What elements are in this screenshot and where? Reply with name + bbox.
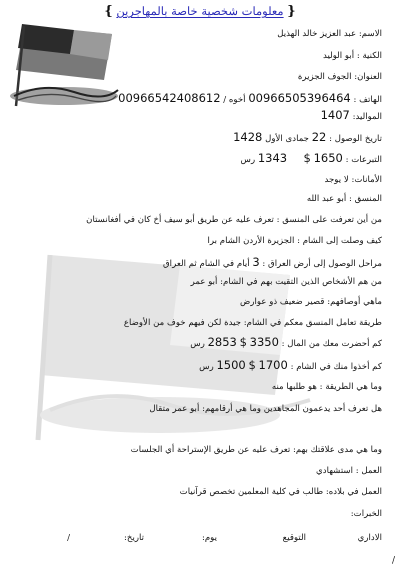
- deposits-line: الأمانات: لا يوجد: [324, 175, 382, 185]
- signature-row: [12, 533, 382, 547]
- birth-value: 1407: [320, 108, 350, 122]
- people-met-line: من هم الأشخاص الذين التقيت بهم في الشام: أبو عمر: [190, 277, 382, 287]
- birth-label: المواليد:: [352, 112, 382, 122]
- stages-line: [163, 256, 382, 270]
- money-brought-rs: 2853: [207, 335, 237, 349]
- phone-label: الهاتف :: [353, 95, 382, 105]
- address-line: العنوان: الجوف الجزيرة: [297, 72, 382, 82]
- recruiters-line: هل تعرف أحد يدعمون المجاهدين وما هي أرقامهم: أبو عمر متقال: [149, 404, 382, 414]
- money-brought-dollar-sign: $: [239, 335, 247, 349]
- admin-label: الاداري: [357, 533, 382, 543]
- phone-number-2: 00966542408612: [118, 91, 221, 105]
- arrival-year: 1428: [233, 130, 263, 144]
- arrival-day: 22: [311, 130, 327, 144]
- donations-dollar: 1650: [313, 151, 343, 165]
- work-home-line: العمل في بلاده: طالب في كلية المعلمين تخصص قرآنيات: [179, 487, 382, 497]
- logo-watermark-icon: [4, 20, 124, 108]
- relationship-line: وما هي مدى علاقتك بهم: تعرف عليه عن طريق الإستراحة أي الجلسات: [130, 445, 382, 455]
- signature-label: التوقيع: [282, 533, 306, 543]
- stages-number: 3: [252, 255, 260, 269]
- experience-line: الخبرات:: [350, 509, 382, 519]
- money-taken-label: كم أخذوا منك في الشام :: [290, 362, 382, 372]
- stages-detail: أيام في الشام ثم العراق: [163, 259, 250, 269]
- money-brought-rs-unit: رس: [190, 339, 205, 349]
- arrival-month: جمادى الأول: [265, 134, 309, 144]
- title-text: معلومات شخصية خاصة بالمهاجرين: [116, 4, 284, 18]
- title-open-brace: {: [287, 4, 296, 19]
- stages-label: مراحل الوصول إلى أرض العراق :: [262, 259, 382, 269]
- arrival-line: [233, 131, 382, 145]
- rs-unit: رس: [240, 155, 256, 165]
- donations-label: التبرعات :: [345, 155, 382, 165]
- work-line: العمل : استشهادي: [316, 466, 382, 476]
- date-slash: /: [67, 533, 70, 543]
- arrival-label: تاريخ الوصول :: [329, 134, 382, 144]
- money-taken-dollar-sign: $: [248, 358, 256, 372]
- day-label: يوم:: [201, 533, 217, 543]
- description-line: ماهي أوصافهم: قصير ضعيف ذو عوارض: [239, 297, 382, 307]
- title-close-brace: }: [104, 4, 113, 19]
- date-label: تاريخ:: [124, 533, 144, 543]
- phone-separator: أخوه /: [223, 95, 246, 105]
- coordinator-line: المنسق : أبو عبد الله: [306, 194, 382, 204]
- money-taken-rs-unit: رس: [199, 362, 214, 372]
- kunya-line: الكنية : أبو الوليد: [322, 51, 382, 61]
- money-taken-dollar: 1700: [258, 358, 288, 372]
- money-brought-line: [190, 336, 382, 350]
- money-brought-dollar: 3350: [249, 335, 279, 349]
- money-taken-rs: 1500: [216, 358, 246, 372]
- method-line: وما هي الطريقة : هو طلبها منه: [271, 382, 382, 392]
- phone-line: [118, 92, 382, 106]
- phone-number-1: 00966505396464: [248, 91, 351, 105]
- how-reached-line: كيف وصلت إلى الشام : الجزيرة الأردن الشام برا: [207, 236, 382, 246]
- name-line: الاسم: عبد العزيز خالد الهذيل: [277, 29, 382, 39]
- dollar-sign: $: [303, 151, 311, 165]
- treatment-line: طريقة تعامل المنسق معكم في الشام: جيدة لكن فيهم خوف من الأوضاع: [123, 318, 382, 328]
- page-title: [0, 4, 400, 19]
- corner-slash: /: [392, 556, 396, 566]
- how-met-line: من أين تعرفت على المنسق : تعرف عليه عن طريق أبو سيف أخ كان في أفغانستان: [86, 215, 382, 225]
- donations-rs: 1343: [257, 151, 288, 165]
- birth-line: [321, 109, 382, 123]
- money-brought-label: كم أحضرت معك من المال :: [281, 339, 382, 349]
- donations-line: [240, 152, 382, 166]
- money-taken-line: [199, 359, 382, 373]
